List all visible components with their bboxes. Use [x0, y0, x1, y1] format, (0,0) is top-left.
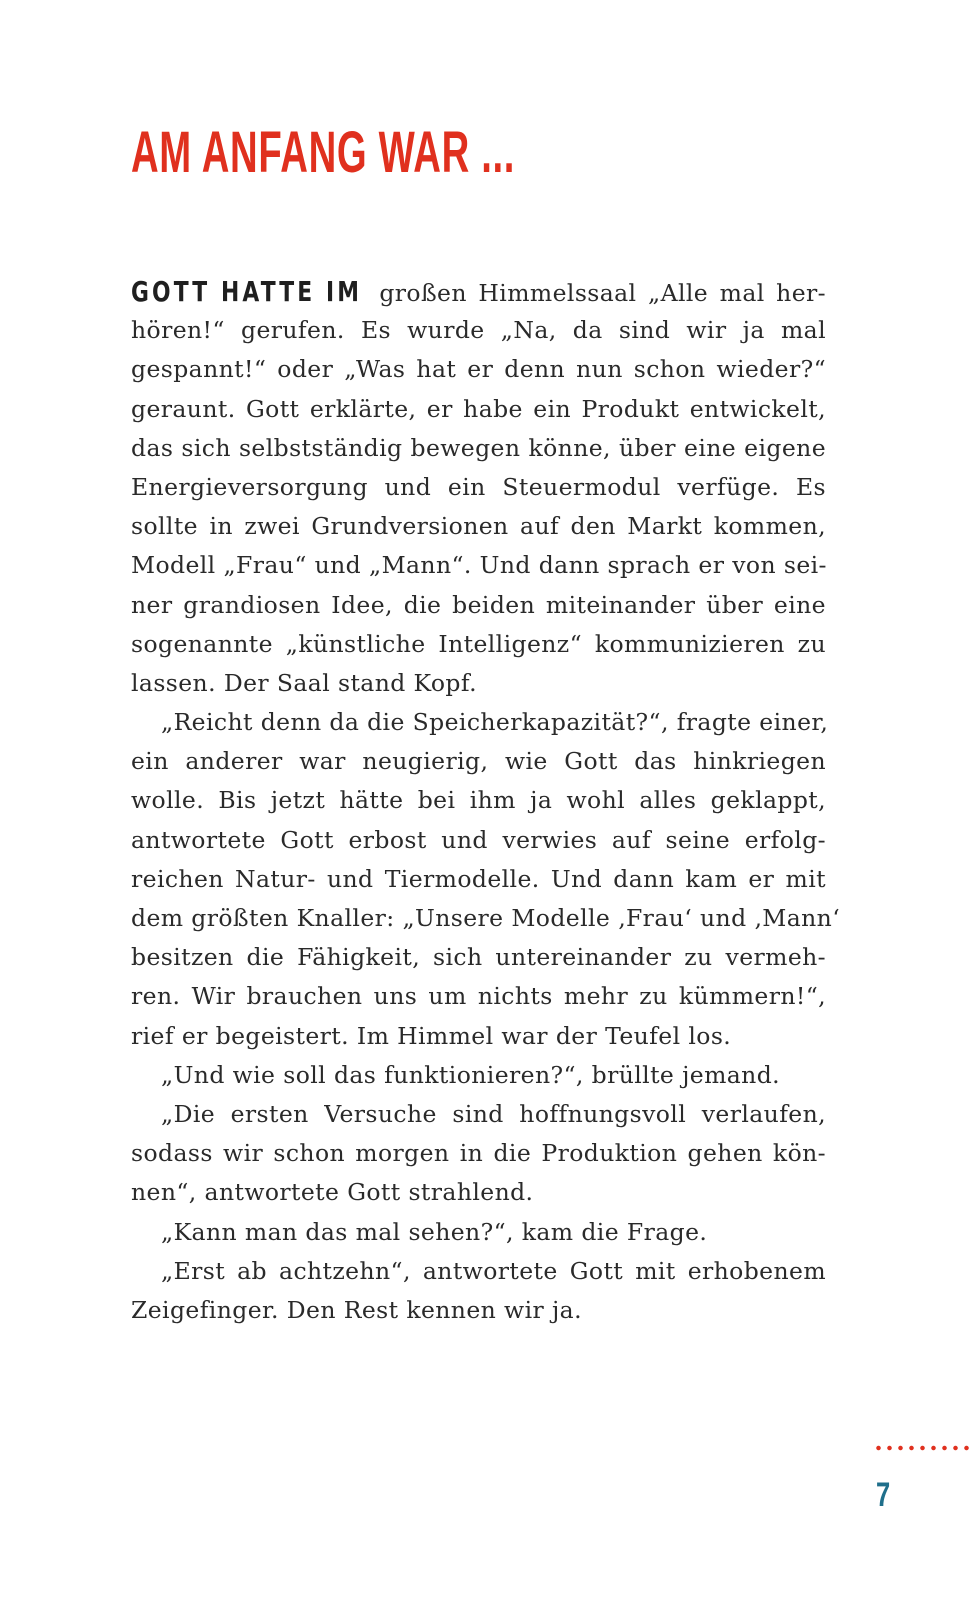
lead-in: GOTT HATTE IM — [131, 275, 363, 308]
text-line: „Und wie soll das funktionieren?“, brüllte jemand. — [161, 1060, 781, 1089]
text-line: dem größten Knaller: „Unsere Modelle ‚Frau‘ und ‚Mann‘ — [131, 904, 841, 932]
text-line — [131, 272, 826, 311]
text-line: lassen. Der Saal stand Kopf. — [131, 668, 477, 697]
text-line: „Erst ab achtzehn“, antwortete Gott mit erhobenem — [161, 1256, 826, 1285]
text-line: Energieversorgung und ein Steuermodul verfüge. Es — [131, 472, 826, 501]
text-line: sollte in zwei Grundversionen auf den Markt kommen, — [131, 512, 826, 541]
text-line: hören!“ gerufen. Es wurde „Na, da sind wir ja mal — [131, 316, 826, 345]
text-line: wolle. Bis jetzt hätte bei ihm ja wohl alles geklappt, — [131, 786, 826, 815]
body-text — [131, 272, 841, 1330]
text-line: rief er begeistert. Im Himmel war der Teufel los. — [131, 1021, 732, 1050]
text-line: ner grandiosen Idee, die beiden miteinander über eine — [131, 590, 826, 619]
text-line: das sich selbstständig bewegen könne, über eine eigene — [131, 433, 826, 462]
text-line: antwortete Gott erbost und verwies auf seine erfolg- — [131, 825, 826, 854]
text-line: nen“, antwortete Gott strahlend. — [131, 1178, 534, 1207]
dotted-rule — [873, 1445, 975, 1451]
text-line: gespannt!“ oder „Was hat er denn nun schon wieder?“ — [131, 355, 826, 384]
text-line: „Reicht denn da die Speicherkapazität?“, fragte einer, — [161, 708, 829, 737]
text-line: Zeigefinger. Den Rest kennen wir ja. — [131, 1295, 582, 1324]
text-line: geraunt. Gott erklärte, er habe ein Produkt entwickelt, — [131, 394, 826, 423]
page-title: AM ANFANG WAR ... — [131, 120, 516, 185]
text-line: „Die ersten Versuche sind hoffnungsvoll verlaufen, — [161, 1099, 826, 1128]
text-line: ein anderer war neugierig, wie Gott das hinkriegen — [131, 747, 826, 776]
text-line: sogenannte „künstliche Intelligenz“ kommunizieren zu — [131, 629, 826, 658]
text-line: Modell „Frau“ und „Mann“. Und dann sprach er von sei- — [131, 551, 827, 580]
text-line: besitzen die Fähigkeit, sich untereinander zu vermeh- — [131, 943, 826, 972]
text-line: reichen Natur- und Tiermodelle. Und dann kam er mit — [131, 864, 826, 893]
page-number: 7 — [876, 1476, 891, 1514]
text-line: ren. Wir brauchen uns um nichts mehr zu kümmern!“, — [131, 982, 826, 1011]
text-line: sodass wir schon morgen in die Produktion gehen kön- — [131, 1139, 826, 1168]
text-line-content: großen Himmelssaal „Alle mal her- — [379, 279, 826, 307]
text-line: „Kann man das mal sehen?“, kam die Frage. — [161, 1217, 708, 1246]
